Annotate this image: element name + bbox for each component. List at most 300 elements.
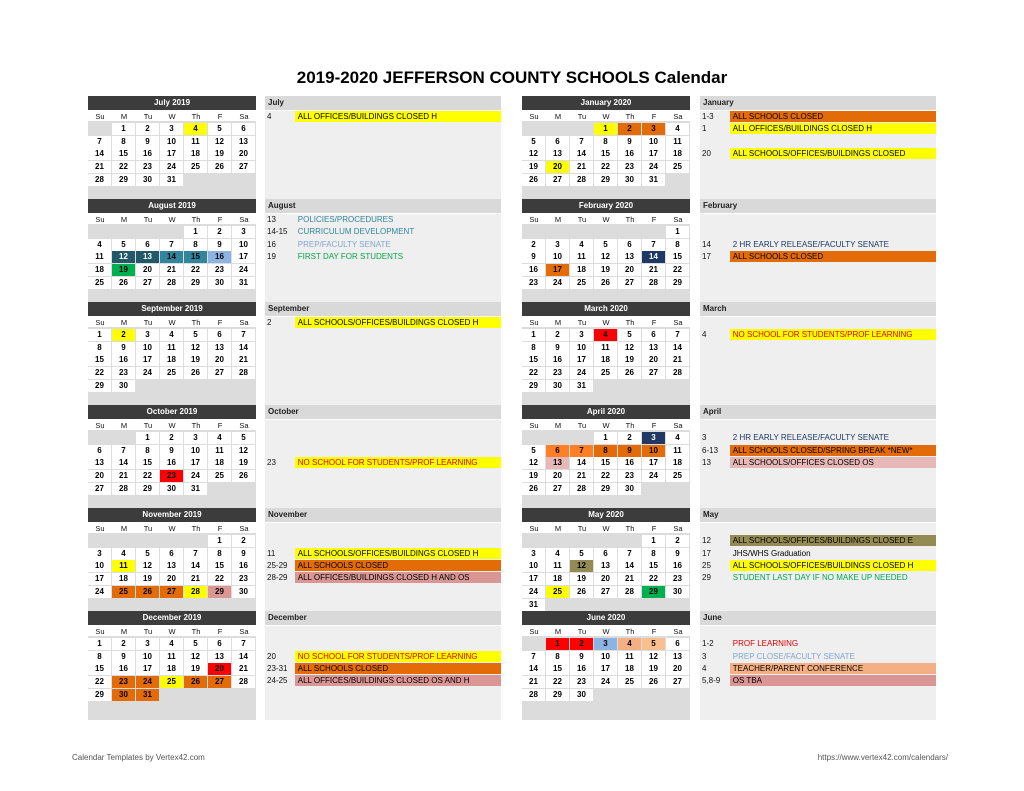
day-cell[interactable]: 25	[546, 586, 569, 598]
day-cell[interactable]: 3	[232, 226, 255, 238]
day-cell[interactable]: 21	[112, 470, 135, 482]
day-cell[interactable]: 15	[88, 663, 111, 675]
day-cell[interactable]: 18	[88, 264, 111, 276]
day-cell[interactable]: 11	[570, 251, 593, 263]
day-cell[interactable]: 8	[522, 342, 545, 354]
day-cell[interactable]: 9	[112, 342, 135, 354]
day-cell[interactable]: 19	[112, 264, 135, 276]
day-cell[interactable]: 14	[570, 457, 593, 469]
day-cell[interactable]: 9	[136, 136, 159, 148]
day-cell[interactable]: 31	[522, 599, 545, 611]
day-cell[interactable]: 2	[618, 432, 641, 444]
day-cell[interactable]: 23	[570, 676, 593, 688]
day-cell[interactable]: 25	[618, 676, 641, 688]
day-cell[interactable]: 10	[232, 239, 255, 251]
day-cell[interactable]: 12	[184, 651, 207, 663]
day-cell[interactable]: 9	[522, 251, 545, 263]
day-cell[interactable]: 11	[88, 251, 111, 263]
day-cell[interactable]: 7	[88, 136, 111, 148]
day-cell[interactable]: 21	[642, 264, 665, 276]
day-cell[interactable]: 27	[208, 367, 231, 379]
day-cell[interactable]: 25	[570, 277, 593, 289]
day-cell[interactable]: 1	[546, 638, 569, 650]
day-cell[interactable]: 6	[232, 123, 255, 135]
day-cell[interactable]: 29	[136, 483, 159, 495]
day-cell[interactable]: 8	[666, 239, 689, 251]
day-cell[interactable]: 21	[184, 573, 207, 585]
day-cell[interactable]: 10	[594, 651, 617, 663]
day-cell[interactable]: 21	[232, 663, 255, 675]
day-cell[interactable]: 8	[546, 651, 569, 663]
day-cell[interactable]: 29	[112, 174, 135, 186]
day-cell[interactable]: 10	[522, 560, 545, 572]
day-cell[interactable]: 27	[546, 483, 569, 495]
day-cell[interactable]: 8	[184, 239, 207, 251]
day-cell[interactable]: 7	[642, 239, 665, 251]
day-cell[interactable]: 12	[594, 251, 617, 263]
day-cell[interactable]: 28	[618, 586, 641, 598]
day-cell[interactable]: 2	[618, 123, 641, 135]
day-cell[interactable]: 16	[570, 663, 593, 675]
day-cell[interactable]: 18	[594, 354, 617, 366]
day-cell[interactable]: 27	[642, 367, 665, 379]
day-cell[interactable]: 31	[160, 174, 183, 186]
day-cell[interactable]: 7	[112, 445, 135, 457]
day-cell[interactable]: 18	[570, 264, 593, 276]
day-cell[interactable]: 8	[208, 548, 231, 560]
day-cell[interactable]: 18	[618, 663, 641, 675]
day-cell[interactable]: 1	[112, 123, 135, 135]
day-cell[interactable]: 6	[88, 445, 111, 457]
day-cell[interactable]: 3	[88, 548, 111, 560]
day-cell[interactable]: 24	[136, 367, 159, 379]
day-cell[interactable]: 6	[666, 638, 689, 650]
day-cell[interactable]: 20	[594, 573, 617, 585]
day-cell[interactable]: 18	[666, 457, 689, 469]
day-cell[interactable]: 23	[618, 161, 641, 173]
day-cell[interactable]: 26	[184, 367, 207, 379]
day-cell[interactable]: 17	[570, 354, 593, 366]
day-cell[interactable]: 1	[642, 535, 665, 547]
day-cell[interactable]: 6	[546, 445, 569, 457]
day-cell[interactable]: 6	[642, 329, 665, 341]
day-cell[interactable]: 20	[546, 470, 569, 482]
day-cell[interactable]: 12	[570, 560, 593, 572]
day-cell[interactable]: 19	[594, 264, 617, 276]
day-cell[interactable]: 30	[618, 174, 641, 186]
day-cell[interactable]: 24	[88, 586, 111, 598]
day-cell[interactable]: 31	[642, 174, 665, 186]
day-cell[interactable]: 4	[184, 123, 207, 135]
day-cell[interactable]: 22	[112, 161, 135, 173]
day-cell[interactable]: 28	[232, 367, 255, 379]
day-cell[interactable]: 3	[184, 432, 207, 444]
day-cell[interactable]: 11	[184, 136, 207, 148]
day-cell[interactable]: 7	[618, 548, 641, 560]
day-cell[interactable]: 25	[208, 470, 231, 482]
day-cell[interactable]: 12	[208, 136, 231, 148]
day-cell[interactable]: 20	[88, 470, 111, 482]
day-cell[interactable]: 30	[570, 689, 593, 701]
day-cell[interactable]: 17	[88, 573, 111, 585]
day-cell[interactable]: 12	[522, 457, 545, 469]
day-cell[interactable]: 30	[136, 174, 159, 186]
day-cell[interactable]: 30	[546, 380, 569, 392]
day-cell[interactable]: 18	[160, 354, 183, 366]
day-cell[interactable]: 27	[618, 277, 641, 289]
day-cell[interactable]: 15	[594, 457, 617, 469]
day-cell[interactable]: 23	[112, 367, 135, 379]
day-cell[interactable]: 4	[546, 548, 569, 560]
day-cell[interactable]: 4	[88, 239, 111, 251]
day-cell[interactable]: 14	[232, 651, 255, 663]
day-cell[interactable]: 11	[618, 651, 641, 663]
day-cell[interactable]: 14	[160, 251, 183, 263]
day-cell[interactable]: 30	[618, 483, 641, 495]
day-cell[interactable]: 2	[522, 239, 545, 251]
day-cell[interactable]: 30	[232, 586, 255, 598]
day-cell[interactable]: 15	[546, 663, 569, 675]
day-cell[interactable]: 8	[594, 136, 617, 148]
day-cell[interactable]: 23	[112, 676, 135, 688]
day-cell[interactable]: 5	[522, 136, 545, 148]
day-cell[interactable]: 28	[88, 174, 111, 186]
day-cell[interactable]: 13	[208, 651, 231, 663]
day-cell[interactable]: 9	[666, 548, 689, 560]
day-cell[interactable]: 24	[642, 161, 665, 173]
day-cell[interactable]: 11	[594, 342, 617, 354]
day-cell[interactable]: 9	[160, 445, 183, 457]
day-cell[interactable]: 23	[666, 573, 689, 585]
day-cell[interactable]: 25	[184, 161, 207, 173]
day-cell[interactable]: 22	[184, 264, 207, 276]
day-cell[interactable]: 19	[208, 148, 231, 160]
day-cell[interactable]: 13	[88, 457, 111, 469]
day-cell[interactable]: 6	[594, 548, 617, 560]
day-cell[interactable]: 22	[594, 161, 617, 173]
day-cell[interactable]: 19	[184, 663, 207, 675]
day-cell[interactable]: 14	[88, 148, 111, 160]
day-cell[interactable]: 31	[136, 689, 159, 701]
day-cell[interactable]: 28	[666, 367, 689, 379]
day-cell[interactable]: 21	[232, 354, 255, 366]
day-cell[interactable]: 23	[546, 367, 569, 379]
day-cell[interactable]: 20	[160, 573, 183, 585]
day-cell[interactable]: 19	[522, 470, 545, 482]
day-cell[interactable]: 30	[208, 277, 231, 289]
day-cell[interactable]: 26	[570, 586, 593, 598]
day-cell[interactable]: 26	[642, 676, 665, 688]
day-cell[interactable]: 7	[160, 239, 183, 251]
day-cell[interactable]: 18	[112, 573, 135, 585]
day-cell[interactable]: 15	[88, 354, 111, 366]
day-cell[interactable]: 8	[136, 445, 159, 457]
day-cell[interactable]: 8	[88, 342, 111, 354]
day-cell[interactable]: 20	[642, 354, 665, 366]
day-cell[interactable]: 24	[594, 676, 617, 688]
day-cell[interactable]: 1	[88, 329, 111, 341]
day-cell[interactable]: 26	[522, 483, 545, 495]
day-cell[interactable]: 21	[666, 354, 689, 366]
day-cell[interactable]: 14	[112, 457, 135, 469]
day-cell[interactable]: 12	[136, 560, 159, 572]
day-cell[interactable]: 21	[570, 161, 593, 173]
day-cell[interactable]: 7	[570, 136, 593, 148]
day-cell[interactable]: 1	[208, 535, 231, 547]
day-cell[interactable]: 15	[112, 148, 135, 160]
day-cell[interactable]: 8	[88, 651, 111, 663]
day-cell[interactable]: 29	[88, 689, 111, 701]
day-cell[interactable]: 9	[618, 136, 641, 148]
day-cell[interactable]: 4	[570, 239, 593, 251]
day-cell[interactable]: 10	[136, 342, 159, 354]
day-cell[interactable]: 10	[642, 445, 665, 457]
day-cell[interactable]: 9	[546, 342, 569, 354]
day-cell[interactable]: 4	[594, 329, 617, 341]
day-cell[interactable]: 11	[666, 136, 689, 148]
day-cell[interactable]: 13	[208, 342, 231, 354]
day-cell[interactable]: 19	[136, 573, 159, 585]
day-cell[interactable]: 5	[232, 432, 255, 444]
day-cell[interactable]: 3	[546, 239, 569, 251]
day-cell[interactable]: 10	[136, 651, 159, 663]
day-cell[interactable]: 30	[666, 586, 689, 598]
day-cell[interactable]: 27	[136, 277, 159, 289]
day-cell[interactable]: 22	[594, 470, 617, 482]
day-cell[interactable]: 27	[160, 586, 183, 598]
day-cell[interactable]: 15	[184, 251, 207, 263]
day-cell[interactable]: 19	[522, 161, 545, 173]
day-cell[interactable]: 8	[594, 445, 617, 457]
day-cell[interactable]: 2	[160, 432, 183, 444]
day-cell[interactable]: 24	[546, 277, 569, 289]
day-cell[interactable]: 25	[160, 367, 183, 379]
day-cell[interactable]: 25	[594, 367, 617, 379]
day-cell[interactable]: 27	[546, 174, 569, 186]
day-cell[interactable]: 22	[642, 573, 665, 585]
day-cell[interactable]: 3	[570, 329, 593, 341]
day-cell[interactable]: 1	[88, 638, 111, 650]
day-cell[interactable]: 15	[642, 560, 665, 572]
day-cell[interactable]: 4	[666, 123, 689, 135]
day-cell[interactable]: 1	[136, 432, 159, 444]
day-cell[interactable]: 5	[184, 329, 207, 341]
day-cell[interactable]: 25	[88, 277, 111, 289]
day-cell[interactable]: 12	[232, 445, 255, 457]
footer-url[interactable]: https://www.vertex42.com/calendars/	[817, 753, 948, 762]
day-cell[interactable]: 28	[160, 277, 183, 289]
day-cell[interactable]: 22	[522, 367, 545, 379]
day-cell[interactable]: 2	[666, 535, 689, 547]
day-cell[interactable]: 26	[594, 277, 617, 289]
day-cell[interactable]: 27	[88, 483, 111, 495]
day-cell[interactable]: 18	[546, 573, 569, 585]
day-cell[interactable]: 13	[594, 560, 617, 572]
day-cell[interactable]: 3	[160, 123, 183, 135]
day-cell[interactable]: 5	[522, 445, 545, 457]
day-cell[interactable]: 7	[232, 638, 255, 650]
day-cell[interactable]: 1	[666, 226, 689, 238]
day-cell[interactable]: 13	[642, 342, 665, 354]
day-cell[interactable]: 10	[184, 445, 207, 457]
day-cell[interactable]: 3	[594, 638, 617, 650]
day-cell[interactable]: 21	[618, 573, 641, 585]
day-cell[interactable]: 9	[570, 651, 593, 663]
day-cell[interactable]: 4	[208, 432, 231, 444]
day-cell[interactable]: 17	[184, 457, 207, 469]
day-cell[interactable]: 3	[136, 638, 159, 650]
day-cell[interactable]: 29	[184, 277, 207, 289]
day-cell[interactable]: 4	[160, 329, 183, 341]
day-cell[interactable]: 5	[618, 329, 641, 341]
day-cell[interactable]: 17	[232, 251, 255, 263]
day-cell[interactable]: 14	[522, 663, 545, 675]
day-cell[interactable]: 5	[112, 239, 135, 251]
day-cell[interactable]: 30	[160, 483, 183, 495]
day-cell[interactable]: 16	[112, 354, 135, 366]
day-cell[interactable]: 29	[522, 380, 545, 392]
day-cell[interactable]: 18	[208, 457, 231, 469]
day-cell[interactable]: 4	[666, 432, 689, 444]
day-cell[interactable]: 3	[642, 123, 665, 135]
day-cell[interactable]: 24	[184, 470, 207, 482]
day-cell[interactable]: 12	[112, 251, 135, 263]
day-cell[interactable]: 13	[136, 251, 159, 263]
day-cell[interactable]: 19	[618, 354, 641, 366]
day-cell[interactable]: 16	[666, 560, 689, 572]
day-cell[interactable]: 27	[208, 676, 231, 688]
day-cell[interactable]: 26	[208, 161, 231, 173]
day-cell[interactable]: 17	[594, 663, 617, 675]
day-cell[interactable]: 1	[594, 432, 617, 444]
day-cell[interactable]: 6	[160, 548, 183, 560]
day-cell[interactable]: 2	[546, 329, 569, 341]
day-cell[interactable]: 21	[522, 676, 545, 688]
day-cell[interactable]: 19	[570, 573, 593, 585]
day-cell[interactable]: 14	[232, 342, 255, 354]
day-cell[interactable]: 17	[546, 264, 569, 276]
day-cell[interactable]: 5	[136, 548, 159, 560]
day-cell[interactable]: 5	[208, 123, 231, 135]
day-cell[interactable]: 14	[666, 342, 689, 354]
day-cell[interactable]: 28	[642, 277, 665, 289]
day-cell[interactable]: 6	[136, 239, 159, 251]
day-cell[interactable]: 7	[232, 329, 255, 341]
day-cell[interactable]: 3	[522, 548, 545, 560]
day-cell[interactable]: 20	[136, 264, 159, 276]
day-cell[interactable]: 2	[570, 638, 593, 650]
day-cell[interactable]: 13	[232, 136, 255, 148]
day-cell[interactable]: 22	[88, 367, 111, 379]
day-cell[interactable]: 17	[136, 663, 159, 675]
day-cell[interactable]: 1	[184, 226, 207, 238]
day-cell[interactable]: 29	[642, 586, 665, 598]
day-cell[interactable]: 24	[570, 367, 593, 379]
day-cell[interactable]: 18	[184, 148, 207, 160]
day-cell[interactable]: 14	[618, 560, 641, 572]
day-cell[interactable]: 6	[618, 239, 641, 251]
day-cell[interactable]: 5	[642, 638, 665, 650]
day-cell[interactable]: 22	[208, 573, 231, 585]
day-cell[interactable]: 9	[208, 239, 231, 251]
day-cell[interactable]: 21	[570, 470, 593, 482]
day-cell[interactable]: 27	[666, 676, 689, 688]
day-cell[interactable]: 17	[642, 457, 665, 469]
day-cell[interactable]: 20	[232, 148, 255, 160]
day-cell[interactable]: 10	[642, 136, 665, 148]
day-cell[interactable]: 19	[232, 457, 255, 469]
day-cell[interactable]: 2	[112, 329, 135, 341]
day-cell[interactable]: 19	[642, 663, 665, 675]
day-cell[interactable]: 13	[666, 651, 689, 663]
day-cell[interactable]: 13	[546, 457, 569, 469]
day-cell[interactable]: 28	[522, 689, 545, 701]
day-cell[interactable]: 16	[618, 148, 641, 160]
day-cell[interactable]: 20	[208, 663, 231, 675]
day-cell[interactable]: 22	[136, 470, 159, 482]
day-cell[interactable]: 24	[232, 264, 255, 276]
day-cell[interactable]: 11	[666, 445, 689, 457]
day-cell[interactable]: 22	[546, 676, 569, 688]
day-cell[interactable]: 24	[642, 470, 665, 482]
day-cell[interactable]: 25	[666, 161, 689, 173]
day-cell[interactable]: 7	[666, 329, 689, 341]
day-cell[interactable]: 18	[160, 663, 183, 675]
day-cell[interactable]: 12	[184, 342, 207, 354]
day-cell[interactable]: 3	[136, 329, 159, 341]
day-cell[interactable]: 16	[522, 264, 545, 276]
day-cell[interactable]: 12	[642, 651, 665, 663]
day-cell[interactable]: 6	[546, 136, 569, 148]
day-cell[interactable]: 12	[618, 342, 641, 354]
day-cell[interactable]: 14	[570, 148, 593, 160]
day-cell[interactable]: 14	[642, 251, 665, 263]
day-cell[interactable]: 20	[208, 354, 231, 366]
day-cell[interactable]: 2	[136, 123, 159, 135]
day-cell[interactable]: 29	[666, 277, 689, 289]
day-cell[interactable]: 12	[522, 148, 545, 160]
day-cell[interactable]: 27	[594, 586, 617, 598]
day-cell[interactable]: 9	[618, 445, 641, 457]
day-cell[interactable]: 11	[112, 560, 135, 572]
day-cell[interactable]: 16	[618, 457, 641, 469]
day-cell[interactable]: 23	[160, 470, 183, 482]
footer-credit[interactable]: Calendar Templates by Vertex42.com	[72, 753, 205, 762]
day-cell[interactable]: 31	[232, 277, 255, 289]
day-cell[interactable]: 25	[666, 470, 689, 482]
day-cell[interactable]: 17	[160, 148, 183, 160]
day-cell[interactable]: 2	[112, 638, 135, 650]
day-cell[interactable]: 10	[160, 136, 183, 148]
day-cell[interactable]: 20	[546, 161, 569, 173]
day-cell[interactable]: 24	[136, 676, 159, 688]
day-cell[interactable]: 19	[184, 354, 207, 366]
day-cell[interactable]: 29	[594, 483, 617, 495]
day-cell[interactable]: 15	[208, 560, 231, 572]
day-cell[interactable]: 2	[208, 226, 231, 238]
day-cell[interactable]: 17	[522, 573, 545, 585]
day-cell[interactable]: 7	[522, 651, 545, 663]
day-cell[interactable]: 1	[594, 123, 617, 135]
day-cell[interactable]: 11	[160, 651, 183, 663]
day-cell[interactable]: 17	[136, 354, 159, 366]
day-cell[interactable]: 21	[160, 264, 183, 276]
day-cell[interactable]: 15	[522, 354, 545, 366]
day-cell[interactable]: 28	[112, 483, 135, 495]
day-cell[interactable]: 23	[136, 161, 159, 173]
day-cell[interactable]: 6	[208, 638, 231, 650]
day-cell[interactable]: 10	[546, 251, 569, 263]
